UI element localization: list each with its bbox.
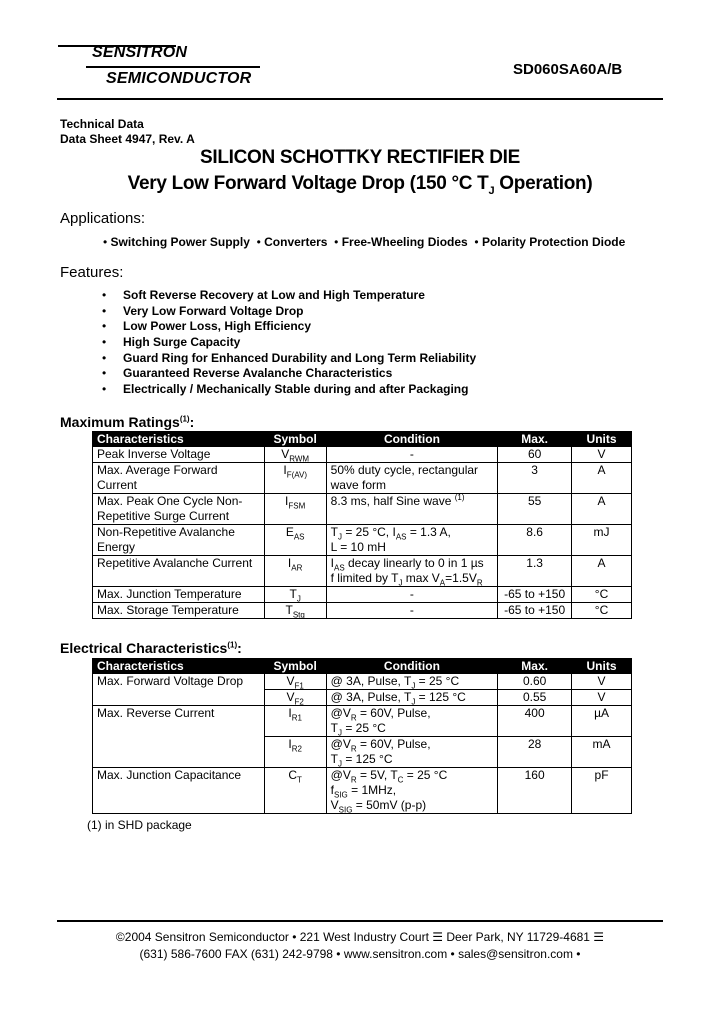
cell-symbol: $T_J$ xyxy=(264,587,326,603)
cell-unit: µA xyxy=(572,706,632,737)
cell-max: 0.55 xyxy=(498,690,572,706)
max-ratings-table xyxy=(92,431,632,619)
cell-condition: $@V_R = 60V$, Pulse, $T_J = 125$ °C xyxy=(326,737,498,768)
cell-condition: $T_J = 25$ °C, $I_{AS} = 1.3$ A, L = 10 mH xyxy=(326,525,498,556)
cell-max: 60 xyxy=(498,447,572,463)
cell-condition: @ 3A, Pulse, $T_J = 25$ °C xyxy=(326,674,498,690)
cell-condition: $@V_R = 60V$, Pulse, $T_J = 25$ °C xyxy=(326,706,498,737)
electrical-heading: Electrical Characteristics$^{(1)}$: xyxy=(60,640,242,656)
cell-max: -65 to +150 xyxy=(498,603,572,619)
doc-title: SILICON SCHOTTKY RECTIFIER DIE xyxy=(199,147,520,168)
cell-characteristic: Max. Average Forward Current xyxy=(93,463,265,494)
features-list xyxy=(95,288,476,398)
cell-unit: V xyxy=(572,674,632,690)
cell-symbol: $V_{F2}$ xyxy=(264,690,326,706)
table-row xyxy=(93,674,632,690)
cell-unit: V xyxy=(572,447,632,463)
doc-subtitle: Very Low Forward Voltage Drop (150 °C $T_J$ Operation) xyxy=(127,173,593,197)
cell-unit: A xyxy=(572,494,632,525)
cell-symbol: $V_{RWM}$ xyxy=(264,447,326,463)
max-ratings-heading: Maximum Ratings$^{(1)}$: xyxy=(60,414,195,430)
cell-max: 160 xyxy=(498,768,572,814)
cell-condition: @ 3A, Pulse, $T_J = 125$ °C xyxy=(326,690,498,706)
cell-unit: A xyxy=(572,556,632,587)
cell-condition: 50% duty cycle, rectangular wave form xyxy=(326,463,498,494)
cell-unit: mA xyxy=(572,737,632,768)
application-item: Polarity Protection Diode xyxy=(481,235,626,249)
logo-middle-rule xyxy=(86,66,260,68)
column-header: Symbol xyxy=(264,432,326,447)
cell-characteristic: Max. Reverse Current xyxy=(93,706,265,768)
cell-max: 8.6 xyxy=(498,525,572,556)
application-item: Free-Wheeling Diodes xyxy=(341,235,468,249)
cell-symbol: $I_{R2}$ xyxy=(264,737,326,768)
electrical-table xyxy=(92,658,632,814)
cell-characteristic: Max. Junction Capacitance xyxy=(93,768,265,814)
column-header: Characteristics xyxy=(93,659,265,674)
table-row xyxy=(93,494,632,525)
table-footnote: (1) in SHD package xyxy=(87,818,192,832)
features-heading: Features: xyxy=(60,264,124,281)
cell-max: 28 xyxy=(498,737,572,768)
cell-condition: - xyxy=(326,603,498,619)
feature-item: • High Surge Capacity xyxy=(95,335,476,351)
cell-max: 400 xyxy=(498,706,572,737)
cell-symbol: $I_{F(AV)}$ xyxy=(264,463,326,494)
feature-item: • Low Power Loss, High Efficiency xyxy=(95,319,476,335)
column-header: Units xyxy=(572,659,632,674)
feature-item: • Guaranteed Reverse Avalanche Characteristics xyxy=(95,366,476,382)
column-header: Max. xyxy=(498,432,572,447)
cell-unit: A xyxy=(572,463,632,494)
cell-symbol: $I_{AR}$ xyxy=(264,556,326,587)
cell-symbol: $C_T$ xyxy=(264,768,326,814)
cell-max: 3 xyxy=(498,463,572,494)
cell-characteristic: Max. Forward Voltage Drop xyxy=(93,674,265,706)
cell-symbol: $E_{AS}$ xyxy=(264,525,326,556)
feature-item: • Electrically / Mechanically Stable during and after Packaging xyxy=(95,382,476,398)
column-header: Symbol xyxy=(264,659,326,674)
cell-condition: - xyxy=(326,447,498,463)
table-row xyxy=(93,447,632,463)
cell-symbol: $I_{FSM}$ xyxy=(264,494,326,525)
cell-characteristic: Max. Storage Temperature xyxy=(93,603,265,619)
cell-symbol: $V_{F1}$ xyxy=(264,674,326,690)
data-sheet-label: Data Sheet 4947, Rev. A xyxy=(60,132,195,146)
cell-condition: $I_{AS}$ decay linearly to 0 in 1 µs f limited by $T_J$ $\max V_A=1.5V_R$ xyxy=(326,556,498,587)
table-row xyxy=(93,525,632,556)
cell-max: 1.3 xyxy=(498,556,572,587)
cell-unit: V xyxy=(572,690,632,706)
header-rule xyxy=(57,98,663,100)
table-row xyxy=(93,768,632,814)
table-row xyxy=(93,556,632,587)
table-row xyxy=(93,587,632,603)
cell-characteristic: Non-Repetitive Avalanche Energy xyxy=(93,525,265,556)
cell-condition: 8.3 ms, half Sine wave $^{(1)}$ xyxy=(326,494,498,525)
application-item: Switching Power Supply xyxy=(110,235,250,249)
feature-item: • Guard Ring for Enhanced Durability and Long Term Reliability xyxy=(95,351,476,367)
column-header: Characteristics xyxy=(93,432,265,447)
logo-line1: SENSITRON xyxy=(92,44,188,61)
footer-rule xyxy=(57,920,663,922)
column-header: Condition xyxy=(326,432,498,447)
applications-list: • Switching Power Supply • Converters • Free-Wheeling Diodes • Polarity Protection Diode xyxy=(103,235,626,249)
application-item: Converters xyxy=(264,235,328,249)
table-row xyxy=(93,706,632,737)
cell-characteristic: Max. Peak One Cycle Non-Repetitive Surge Current xyxy=(93,494,265,525)
table-header-row xyxy=(93,432,632,447)
technical-data-label: Technical Data xyxy=(60,117,144,131)
column-header: Units xyxy=(572,432,632,447)
footer-contact: (631) 586-7600 FAX (631) 242-9798 • www.sensitron.com • sales@sensitron.com • xyxy=(139,947,581,961)
cell-symbol: $I_{R1}$ xyxy=(264,706,326,737)
cell-max: 0.60 xyxy=(498,674,572,690)
cell-max: -65 to +150 xyxy=(498,587,572,603)
cell-condition: - xyxy=(326,587,498,603)
cell-unit: °C xyxy=(572,587,632,603)
cell-characteristic: Repetitive Avalanche Current xyxy=(93,556,265,587)
cell-symbol: $T_{Stg}$ xyxy=(264,603,326,619)
table-header-row xyxy=(93,659,632,674)
applications-heading: Applications: xyxy=(60,210,146,227)
cell-characteristic: Peak Inverse Voltage xyxy=(93,447,265,463)
logo-line2: SEMICONDUCTOR xyxy=(106,70,252,87)
feature-item: • Very Low Forward Voltage Drop xyxy=(95,304,476,320)
table-row xyxy=(93,463,632,494)
part-number: SD060SA60A/B xyxy=(513,61,623,78)
column-header: Condition xyxy=(326,659,498,674)
feature-item: • Soft Reverse Recovery at Low and High Temperature xyxy=(95,288,476,304)
column-header: Max. xyxy=(498,659,572,674)
cell-condition: $@V_R = 5V$, $T_C = 25$ °C $f_{SIG} = 1MHz$, $V_{SIG} = 50mV$ (p-p) xyxy=(326,768,498,814)
footer-address: ©2004 Sensitron Semiconductor • 221 West Industry Court ☰ Deer Park, NY 11729-4681 ☰ xyxy=(115,930,605,944)
cell-unit: °C xyxy=(572,603,632,619)
cell-characteristic: Max. Junction Temperature xyxy=(93,587,265,603)
table-row xyxy=(93,603,632,619)
cell-unit: mJ xyxy=(572,525,632,556)
cell-max: 55 xyxy=(498,494,572,525)
cell-unit: pF xyxy=(572,768,632,814)
